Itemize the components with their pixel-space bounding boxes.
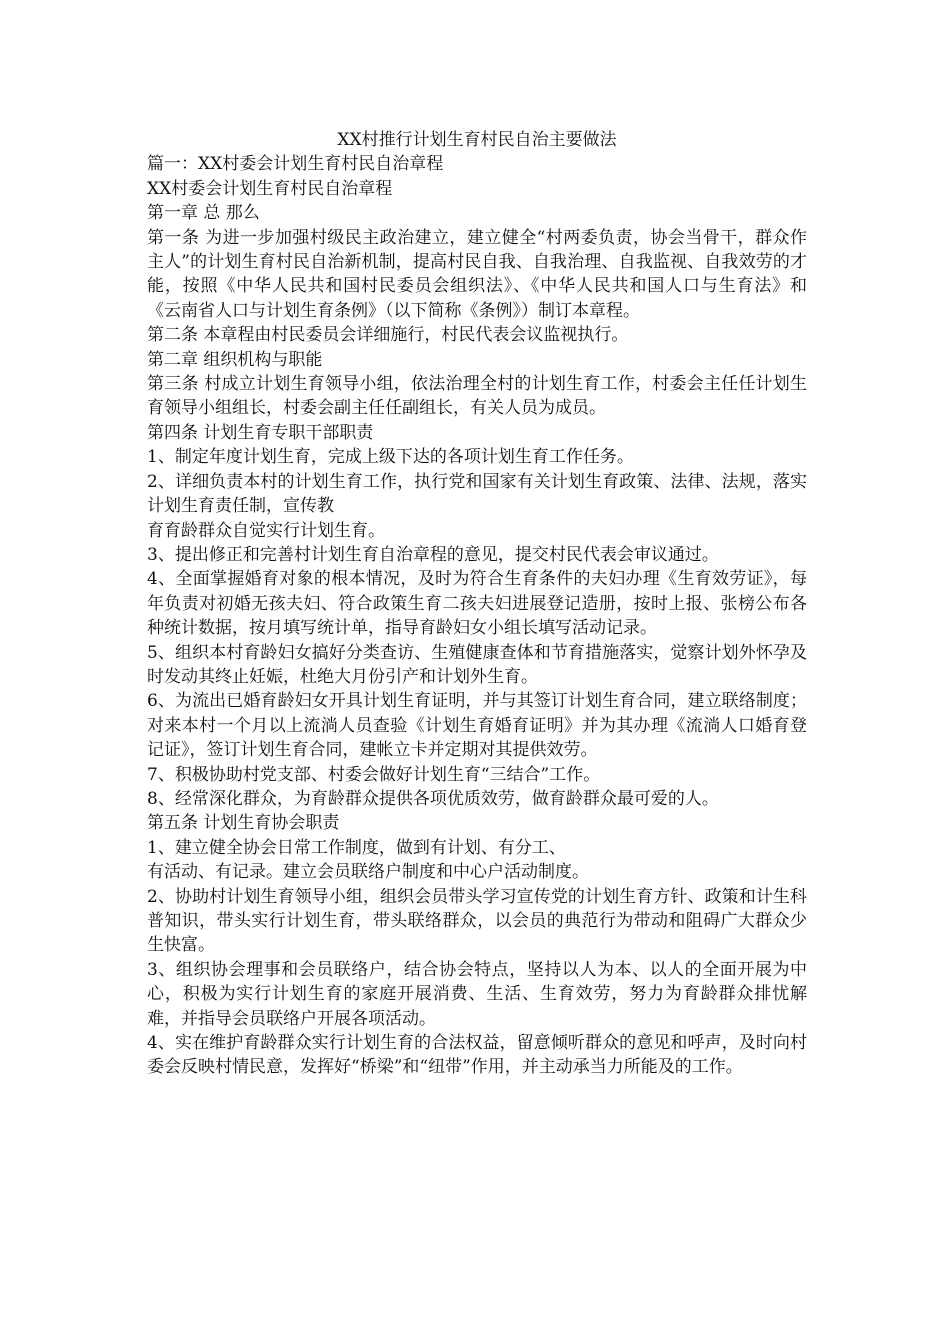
article-4-item-6: 6、为流出已婚育龄妇女开具计划生育证明，并与其签订计划生育合同，建立联络制度；对来本村一个月以上流淌人员查验《计划生育婚育证明》并为其办理《流淌人口婚育登记证》，签订计划生育合同，建帐立卡并定期对其提供效劳。 [147,691,807,761]
document-subtitle: XX村委会计划生育村民自治章程 [147,178,393,199]
article-4-item-4: 4、全面掌握婚育对象的根本情况，及时为符合生育条件的夫妇办理《生育效劳证》，每年负责对初婚无孩夫妇、符合政策生育二孩夫妇进展登记造册，按时上报、张榜公布各种统计数据，按月填写统计单，指导育龄妇女小组长填写活动记录。 [147,569,807,639]
article-4-heading: 第四条 计划生育专职干部职责 [147,422,374,443]
article-1: 第一条 为进一步加强村级民主政治建立，建立健全“村两委负责，协会当骨干，群众作主人”的计划生育村民自治新机制，提高村民自我、自我治理、自我监视、自我效劳的才能，按照《中华人民共和国村民委员会组织法》、《中华人民共和国人口与生育法》和《云南省人口与计划生育条例》（以下简称《条例》）制订本章程。 [147,227,807,321]
article-5-item-1-cont: 有活动、有记录。建立会员联络户制度和中心户活动制度。 [147,862,589,883]
article-5-item-4: 4、实在维护育龄群众实行计划生育的合法权益，留意倾听群众的意见和呼声，及时向村委会反映村情民意，发挥好“桥梁”和“纽带”作用，并主动承当力所能及的工作。 [147,1033,807,1078]
article-5-heading: 第五条 计划生育协会职责 [147,813,340,834]
article-5-item-3: 3、组织协会理事和会员联络户，结合协会特点，坚持以人为本、以人的全面开展为中心，积极为实行计划生育的家庭开展消费、生活、生育效劳，努力为育龄群众排忧解难，并指导会员联络户开展各项活动。 [147,959,807,1029]
article-3: 第三条 村成立计划生育领导小组，依法治理全村的计划生育工作，村委会主任任计划生育领导小组组长，村委会副主任任副组长，有关人员为成员。 [147,374,807,419]
article-4-item-2: 2、详细负责本村的计划生育工作，执行党和国家有关计划生育政策、法律、法规，落实计划生育责任制，宣传教 [147,471,807,517]
article-4-item-3: 3、提出修正和完善村计划生育自治章程的意见，提交村民代表会审议通过。 [147,544,719,565]
article-4-item-2-cont: 育育龄群众自觉实行计划生育。 [147,520,385,541]
article-5-item-2: 2、协助村计划生育领导小组，组织会员带头学习宣传党的计划生育方针、政策和计生科普知识，带头实行计划生育，带头联络群众，以会员的典范行为带动和阻碍广大群众少生快富。 [147,886,807,956]
article-4-item-7: 7、积极协助村党支部、村委会做好计划生育“三结合”工作。 [147,764,601,785]
document-body [147,128,807,1080]
chapter-heading-1: 篇一：XX村委会计划生育村民自治章程 [147,154,444,175]
chapter-2-title: 第二章 组织机构与职能 [147,349,323,370]
chapter-1-title: 第一章 总 那么 [147,203,260,224]
article-2: 第二条 本章程由村民委员会详细施行，村民代表会议监视执行。 [147,325,629,346]
article-4-item-5: 5、组织本村育龄妇女搞好分类查访、生殖健康查体和节育措施落实，觉察计划外怀孕及时发动其终止妊娠，杜绝大月份引产和计划外生育。 [147,642,807,687]
article-4-item-8: 8、经常深化群众，为育龄群众提供各项优质效劳，做育龄群众最可爱的人。 [147,788,719,809]
article-5-item-1: 1、建立健全协会日常工作制度，做到有计划、有分工、 [147,837,566,858]
article-4-item-1: 1、制定年度计划生育，完成上级下达的各项计划生育工作任务。 [147,447,634,468]
document-title: XX村推行计划生育村民自治主要做法 [337,130,617,150]
